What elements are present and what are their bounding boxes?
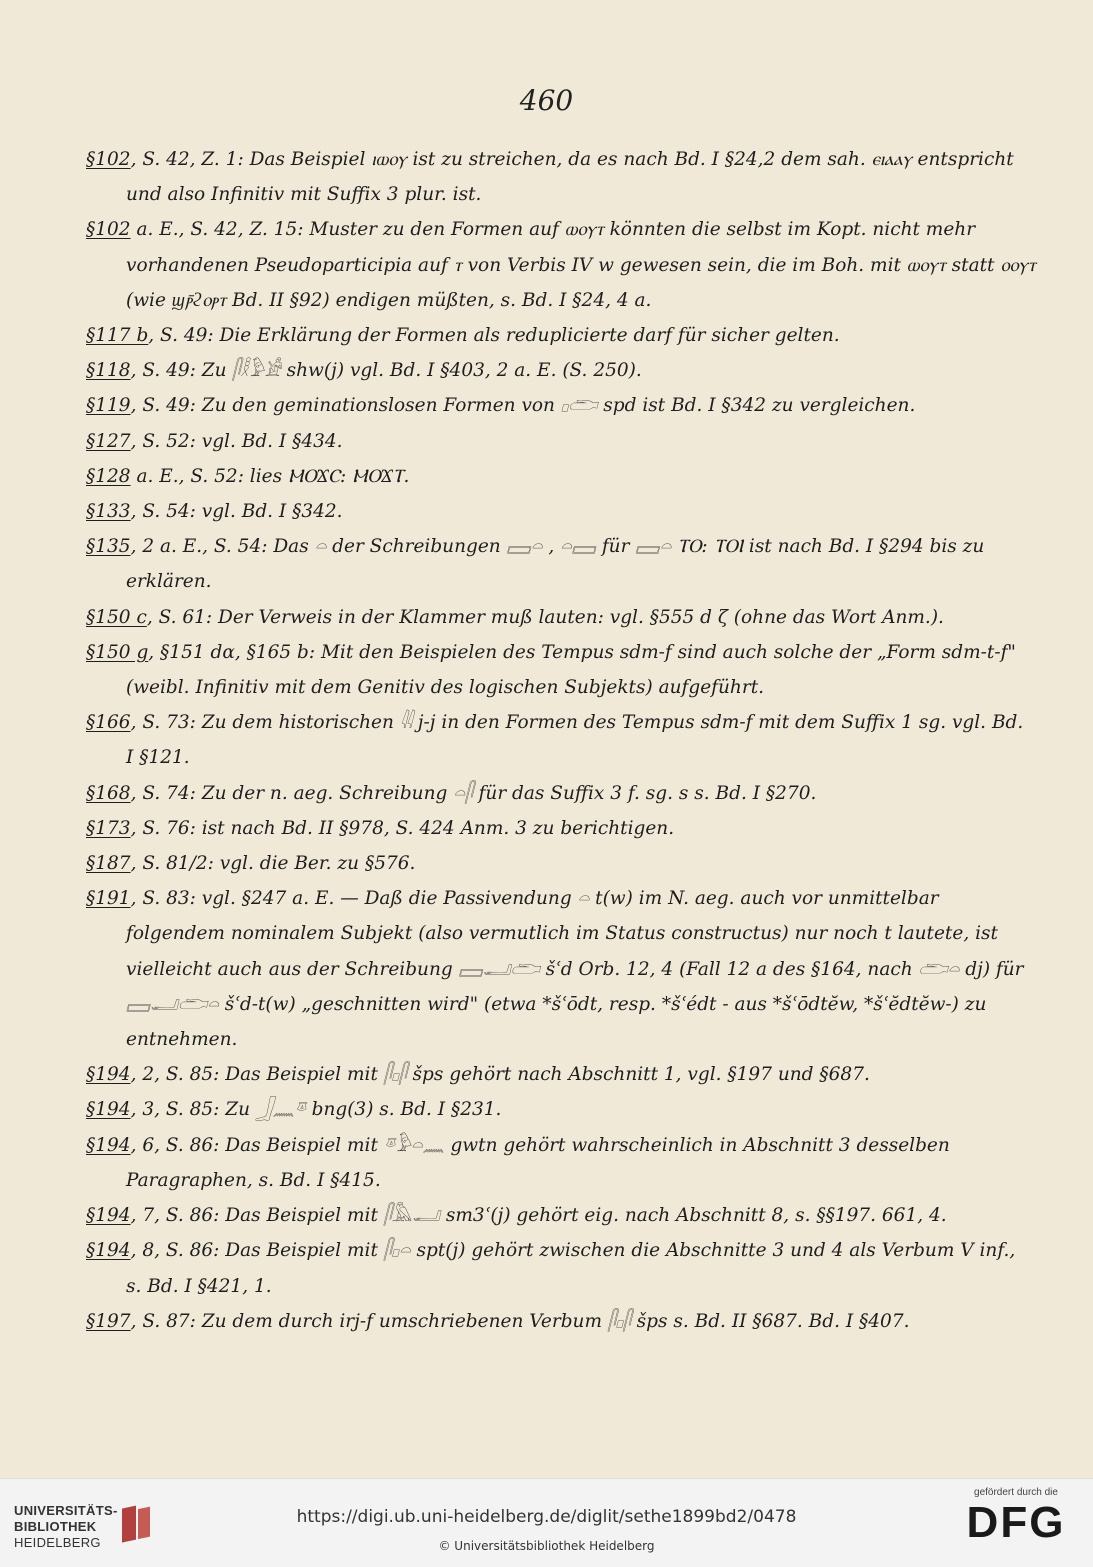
- library-name-line3: HEIDELBERG: [14, 1535, 101, 1550]
- list-item: [86, 1304, 1036, 1339]
- section-ref: §191: [86, 888, 131, 910]
- section-ref: §119: [86, 395, 131, 417]
- entry-text: a. E., S. 42, Z. 15: Muster zu den Formen auf ⲱⲟⲩⲧ könnten die selbst im Kopt. nicht mehr vorhandenen Pseudoparticipia auf ⲧ von Verbis IV w gewesen sein, die im Boh. mit ⲱⲟⲩⲧ statt ⲟⲟⲩⲧ (wie ϣⲣ̄ϩⲟⲣⲧ Bd. II §92) endigen müßten, s. Bd. I §24, 4 a.: [126, 219, 1036, 311]
- permalink-url[interactable]: https://digi.ub.uni-heidelberg.de/diglit/sethe1899bd2/0478: [296, 1507, 797, 1527]
- dfg-wordmark: DFG: [966, 1498, 1066, 1547]
- entry-text: , 2 a. E., S. 54: Das 𓏏 der Schreibungen 𓈙𓏏 , 𓏏𓈙 für 𓈙𓏏 ⲦⲞ: ⲦⲞⲒ ist nach Bd. I §294 bis zu erklären.: [126, 536, 985, 593]
- section-ref: §102: [86, 219, 131, 241]
- list-item: [86, 142, 1036, 212]
- library-name-line1: UNIVERSITÄTS-: [14, 1503, 118, 1518]
- entry-text: , S. 49: Die Erklärung der Formen als reduplicierte darf für sicher gelten.: [148, 325, 840, 347]
- list-item: [86, 600, 1036, 635]
- page-number: 460: [519, 84, 574, 117]
- section-ref: §102: [86, 149, 131, 170]
- entry-text: , S. 73: Zu dem historischen 𓇌 j-j in den Formen des Tempus sdm-f mit dem Suffix 1 sg. vgl. Bd. I §121.: [126, 712, 1024, 769]
- list-item: [86, 776, 1036, 811]
- list-item: [86, 1128, 1036, 1198]
- dfg-logo[interactable]: [961, 1487, 1071, 1561]
- list-item: [86, 705, 1036, 775]
- entry-text: , S. 61: Der Verweis in der Klammer muß lauten: vgl. §555 d ζ (ohne das Wort Anm.).: [146, 606, 944, 628]
- section-ref: §187: [86, 853, 131, 875]
- entry-text: , S. 81/2: vgl. die Ber. zu §576.: [130, 853, 416, 875]
- section-ref: §166: [86, 712, 131, 734]
- copyright-notice: © Universitätsbibliothek Heidelberg: [438, 1539, 655, 1553]
- section-ref: §194: [86, 1240, 131, 1262]
- list-item: [86, 1092, 1036, 1127]
- list-item: [86, 388, 1036, 423]
- section-ref: §118: [86, 360, 131, 382]
- entry-text: , S. 74: Zu der n. aeg. Schreibung 𓏏𓋴 für das Suffix 3 f. sg. s s. Bd. I §270.: [130, 782, 817, 804]
- section-ref: §194: [86, 1064, 131, 1086]
- entry-text: , 7, S. 86: Das Beispiel mit 𓋴𓅓𓂝 sm3ʿ(j) gehört eig. nach Abschnitt 8, s. §§197. 661, 4.: [130, 1205, 947, 1227]
- list-item: [86, 424, 1036, 459]
- list-item: [86, 529, 1036, 599]
- list-item: [86, 846, 1036, 881]
- list-item: [86, 212, 1036, 318]
- errata-list: [86, 142, 1036, 1339]
- list-item: [86, 811, 1036, 846]
- list-item: [86, 353, 1036, 388]
- section-ref: §117 b: [86, 325, 149, 347]
- section-ref: §150 g: [86, 641, 149, 663]
- dfg-caption: gefördert durch die: [974, 1487, 1058, 1498]
- list-item: [86, 1233, 1036, 1303]
- entry-text: , S. 87: Zu dem durch irj-f umschriebenen Verbum 𓋴𓊪𓋴 šps s. Bd. II §687. Bd. I §407.: [130, 1310, 910, 1332]
- list-item: [86, 1198, 1036, 1233]
- entry-text: , 2, S. 85: Das Beispiel mit 𓋴𓊪𓋴 šps gehört nach Abschnitt 1, vgl. §197 und §687.: [130, 1064, 870, 1086]
- list-item: [86, 1057, 1036, 1092]
- list-item: [86, 881, 1036, 1057]
- list-item: [86, 459, 1036, 494]
- entry-text: , §151 dα, §165 b: Mit den Beispielen des Tempus sdm-f sind auch solche der „Form sdm-t-f" (weibl. Infinitiv mit dem Genitiv des logischen Subjekts) aufgeführt.: [126, 641, 1016, 699]
- section-ref: §197: [86, 1310, 131, 1332]
- entry-text: , S. 42, Z. 1: Das Beispiel ⲓⲱⲟⲩ ist zu streichen, da es nach Bd. I §24,2 dem sah. ⲉⲓⲁⲁⲩ entspricht und also Infinitiv mit Suffix 3 plur. ist.: [126, 149, 1014, 206]
- entry-text: , S. 49: Zu 𓋴𓎛𓅱𓀀 shw(j) vgl. Bd. I §403, 2 a. E. (S. 250).: [130, 360, 642, 382]
- entry-text: , 6, S. 86: Das Beispiel mit 𓎼𓅱𓏏𓈖 gwtn gehört wahrscheinlich in Abschnitt 3 desselben Paragraphen, s. Bd. I §415.: [126, 1134, 950, 1191]
- section-ref: §135: [86, 536, 131, 558]
- entry-text: , S. 49: Zu den geminationslosen Formen von 𓊪𓂧 spd ist Bd. I §342 zu vergleichen.: [130, 395, 916, 417]
- section-ref: §194: [86, 1099, 131, 1121]
- viewer-footer: [0, 1478, 1093, 1567]
- section-ref: §128: [86, 465, 131, 487]
- entry-text: a. E., S. 52: lies ⲘⲞϪⲤ: ⲘⲞϪⲦ.: [130, 465, 410, 487]
- section-ref: §127: [86, 430, 131, 452]
- entry-text: , S. 76: ist nach Bd. II §978, S. 424 Anm. 3 zu berichtigen.: [130, 817, 675, 839]
- section-ref: §194: [86, 1205, 131, 1227]
- entry-text: , S. 52: vgl. Bd. I §434.: [130, 430, 343, 452]
- section-ref: §194: [86, 1134, 131, 1156]
- section-ref: §173: [86, 817, 131, 839]
- list-item: [86, 635, 1036, 705]
- section-ref: §168: [86, 782, 131, 804]
- entry-text: , 8, S. 86: Das Beispiel mit 𓋴𓊪𓏏 spt(j) gehört zwischen die Abschnitte 3 und 4 als Verbum V inf., s. Bd. I §421, 1.: [126, 1240, 1016, 1297]
- entry-text: , S. 54: vgl. Bd. I §342.: [130, 501, 343, 523]
- list-item: [86, 494, 1036, 529]
- list-item: [86, 318, 1036, 353]
- library-name-line2: BIBLIOTHEK: [14, 1519, 97, 1534]
- entry-text: , 3, S. 85: Zu 𓃀𓈖𓎼 bng(3) s. Bd. I §231.: [130, 1099, 502, 1121]
- section-ref: §133: [86, 501, 131, 523]
- section-ref: §150 c: [86, 606, 147, 628]
- entry-text: , S. 83: vgl. §247 a. E. — Daß die Passivendung 𓏏 t(w) im N. aeg. auch vor unmittelbar folgendem nominalem Subjekt (also vermutlich im Status constructus) nur noch t lautete, ist vielleicht auch aus der Schreibung 𓈙𓂝𓂧 šʿd Orb. 12, 4 (Fall 12 a des §164, nach 𓂧𓏏 dj) für 𓈙𓂝𓂧𓏏 šʿd-t(w) „geschnitten wird" (etwa *šʿōdt, resp. *šʿédt - aus *šʿōdtĕw, *šʿĕdtĕw-) zu entnehmen.: [126, 888, 1024, 1051]
